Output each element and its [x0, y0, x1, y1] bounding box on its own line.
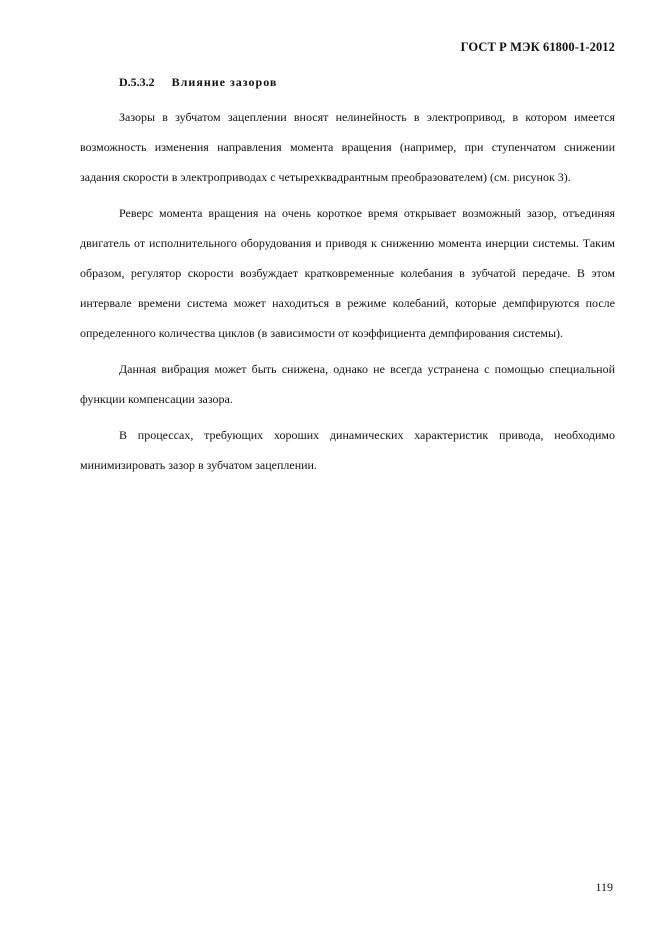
paragraph-4: В процессах, требующих хороших динамических характеристик привода, необходимо минимизировать зазор в зубчатом зацеплении.: [80, 428, 615, 472]
document-header: [461, 40, 615, 55]
paragraph-1: Зазоры в зубчатом зацеплении вносят нелинейность в электропривод, в котором имеется возможность изменения направления момента вращения (например, при ступенчатом снижении задания скорости в электроприводах с четырехквадрантным преобразователем) (см. рисунок 3).: [80, 110, 615, 184]
page-number: 119: [595, 880, 613, 894]
section-heading: [80, 74, 615, 90]
standard-designation: ГОСТ Р МЭК 61800-1-2012: [460, 40, 615, 54]
paragraph-2: Реверс момента вращения на очень короткое время открывает возможный зазор, отъединяя двигатель от исполнительного оборудования и приводя к снижению момента инерции системы. Таким образом, регулятор скорости возбуждает кратковременные колебания в зубчатой передаче. В этом интервале времени система может находиться в режиме колебаний, которые демпфируются после определенного количества циклов (в зависимости от коэффициента демпфирования системы).: [80, 206, 615, 340]
section-number: D.5.3.2: [119, 75, 155, 89]
document-section: [80, 74, 615, 486]
section-title: Влияние зазоров: [171, 75, 278, 89]
paragraph-3: Данная вибрация может быть снижена, однако не всегда устранена с помощью специальной функции компенсации зазора.: [80, 362, 615, 406]
